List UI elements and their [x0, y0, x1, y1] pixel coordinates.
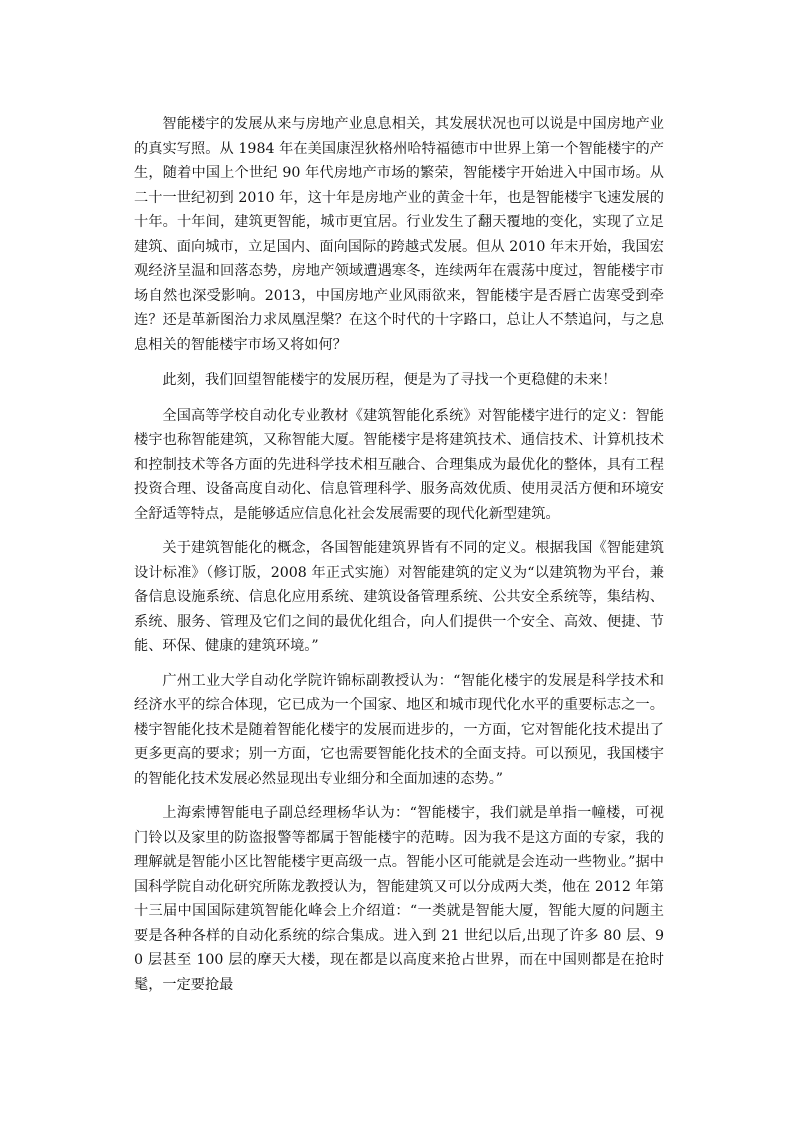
paragraph-history: 智能楼宇的发展从来与房地产业息息相关，其发展状况也可以说是中国房地产业的真实写照。从 1984 年在美国康涅狄格州哈特福德市中世界上第一个智能楼宇的产生，随着中国上个世纪 90 年代房地产市场的繁荣，智能楼宇开始进入中国市场。从二十一世纪初到 2010 年，这十年是房地产业的黄金十年，也是智能楼宇飞速发展的十年。十年间，建筑更智能，城市更宜居。行业发生了翻天覆地的变化，实现了立足建筑、面向城市，立足国内、面向国际的跨越式发展。但从 2010 年末开始，我国宏观经济呈温和回落态势，房地产领域遭遇寒冬，连续两年在震荡中度过，智能楼宇市场自然也深受影响。2013，中国房地产业风雨欲来，智能楼宇是否唇亡齿寒受到牵连？还是革新图治力求凤凰涅槃？在这个时代的十字路口，总让人不禁追问，与之息息相关的智能楼宇市场又将如何？: [134, 116, 664, 353]
paragraph-textbook-definition: 全国高等学校自动化专业教材《建筑智能化系统》对智能楼宇进行的定义：智能楼宇也称智能建筑，又称智能大厦。智能楼宇是将建筑技术、通信技术、计算机技术和控制技术等各方面的先进科学技术相互融合、合理集成为最优化的整体，具有工程投资合理、设备高度自动化、信息管理科学、服务高效优质、使用灵活方便和环境安全舒适等特点，是能够适应信息化社会发展需要的现代化新型建筑。: [134, 407, 664, 522]
paragraph-looking-back: 此刻，我们回望智能楼宇的发展历程，便是为了寻找一个更稳健的未来！: [162, 372, 617, 388]
document-body: [134, 112, 664, 997]
paragraph-professor-opinion: 广州工业大学自动化学院许锦标副教授认为：“智能化楼宇的发展是科学技术和经济水平的综合体现，它已成为一个国家、地区和城市现代化水平的重要标志之一。楼宇智能化技术是随着智能化楼宇的发展而进步的，一方面，它对智能化技术提出了更多更高的要求；别一方面，它也需要智能化技术的全面支持。可以预见，我国楼宇的智能化技术发展必然显现出专业细分和全面加速的态势。”: [134, 672, 664, 787]
paragraph-industry-opinion: 上海索博智能电子副总经理杨华认为：“智能楼宇，我们就是单指一幢楼，可视门铃以及家里的防盗报警等都属于智能楼宇的范畴。因为我不是这方面的专家，我的理解就是智能小区比智能楼宇更高级一点。智能小区可能就是会连动一些物业。”据中国科学院自动化研究所陈龙教授认为，智能建筑又可以分成两大类，他在 2012 年第十三届中国国际建筑智能化峰会上介绍道：“一类就是智能大厦，智能大厦的问题主要是各种各样的自动化系统的综合集成。进入到 21 世纪以后,出现了许多 80 层、90 层甚至 100 层的摩天大楼，现在都是以高度来抢占世界，而在中国则都是在抢时髦，一定要抢最: [134, 805, 664, 993]
paragraph-design-standard: 关于建筑智能化的概念，各国智能建筑界皆有不同的定义。根据我国《智能建筑设计标准》（修订版，2008 年正式实施）对智能建筑的定义为“以建筑物为平台，兼备信息设施系统、信息化应用系统、建筑设备管理系统、公共安全系统等，集结构、系统、服务、管理及它们之间的最优化组合，向人们提供一个安全、高效、便捷、节能、环保、健康的建筑环境。”: [134, 540, 664, 654]
